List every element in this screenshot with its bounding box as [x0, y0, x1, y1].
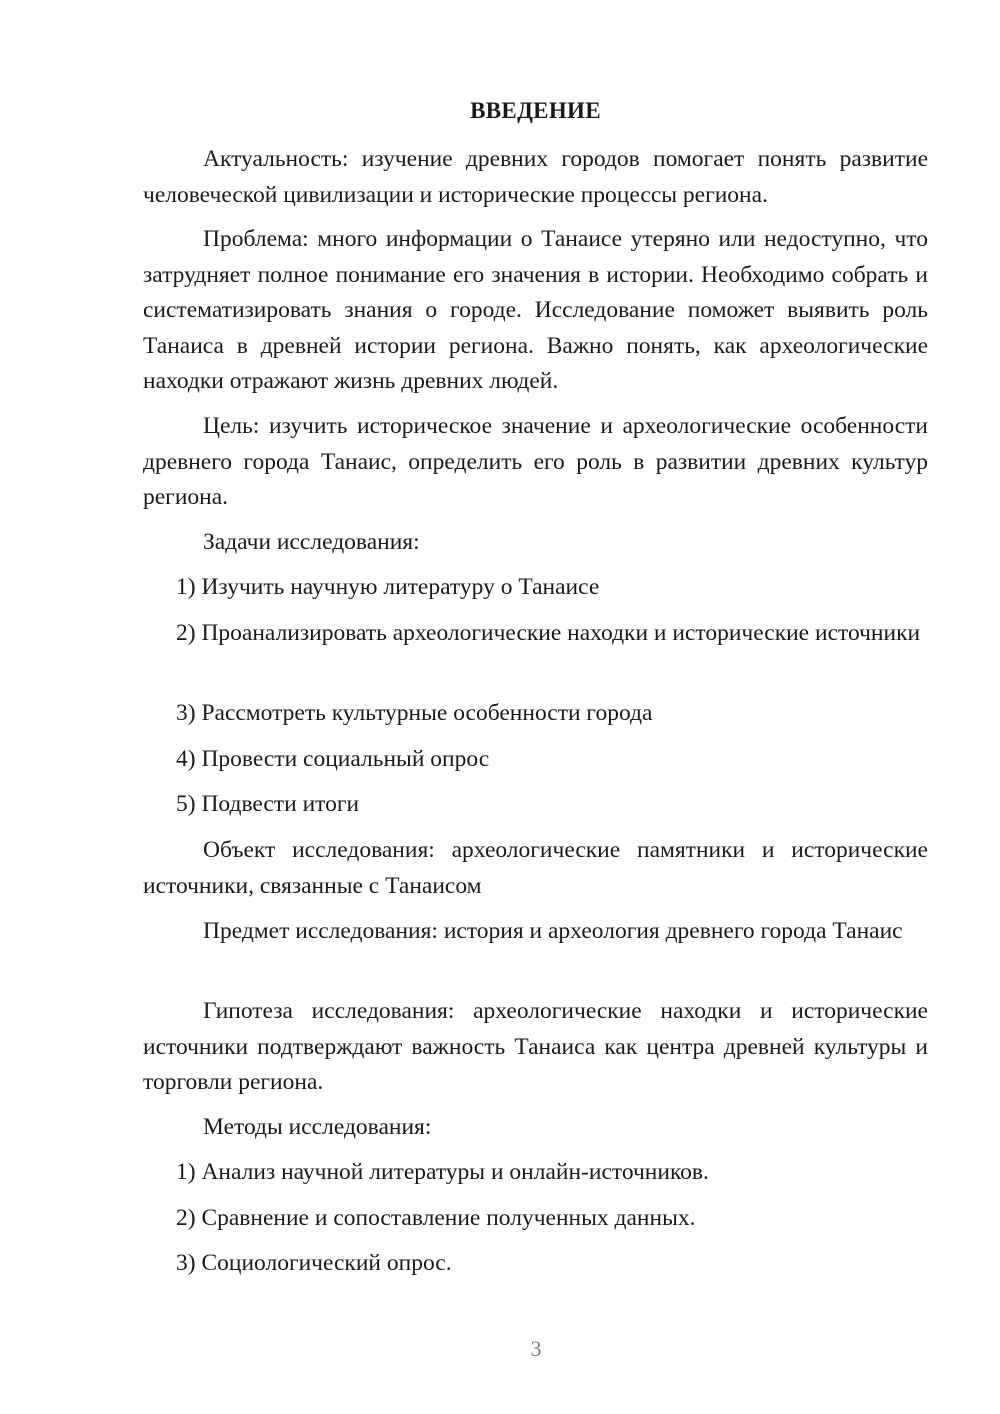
task-item: 4) Провести социальный опрос	[176, 746, 490, 772]
goal-paragraph: Цель: изучить историческое значение и археологические особенности древнего города Танаис, определить его роль в развитии древних культур региона.	[143, 413, 928, 510]
problem-paragraph: Проблема: много информации о Танаисе утеряно или недоступно, что затрудняет полное понимание его значения в истории. Необходимо собрать и систематизировать знания о городе. Исследование поможет выявить роль Танаиса в древней истории региона. Важно понять, как археологические находки отражают жизнь древних людей.	[143, 226, 928, 394]
method-item: 2) Сравнение и сопоставление полученных данных.	[176, 1205, 696, 1231]
method-item: 1) Анализ научной литературы и онлайн-источников.	[176, 1159, 709, 1185]
task-item: 2) Проанализировать археологические находки и исторические источники	[176, 620, 921, 646]
relevance-paragraph: Актуальность: изучение древних городов помогает понять развитие человеческой цивилизации и исторические процессы региона.	[143, 146, 928, 208]
methods-heading: Методы исследования:	[203, 1114, 432, 1140]
task-item: 1) Изучить научную литературу о Танаисе	[176, 574, 600, 600]
task-item: 5) Подвести итоги	[176, 791, 360, 817]
hypothesis-paragraph: Гипотеза исследования: археологические находки и исторические источники подтверждают важность Танаиса как центра древней культуры и торговли региона.	[143, 998, 928, 1095]
section-title: ВВЕДЕНИЕ	[470, 98, 601, 123]
task-item: 3) Рассмотреть культурные особенности города	[176, 700, 653, 726]
page-number: 3	[530, 1336, 542, 1361]
tasks-heading: Задачи исследования:	[203, 529, 420, 555]
subject-paragraph: Предмет исследования: история и археология древнего города Танаис	[203, 918, 903, 944]
method-item: 3) Социологический опрос.	[176, 1250, 452, 1276]
object-paragraph: Объект исследования: археологические памятники и исторические источники, связанные с Танаисом	[143, 837, 928, 899]
